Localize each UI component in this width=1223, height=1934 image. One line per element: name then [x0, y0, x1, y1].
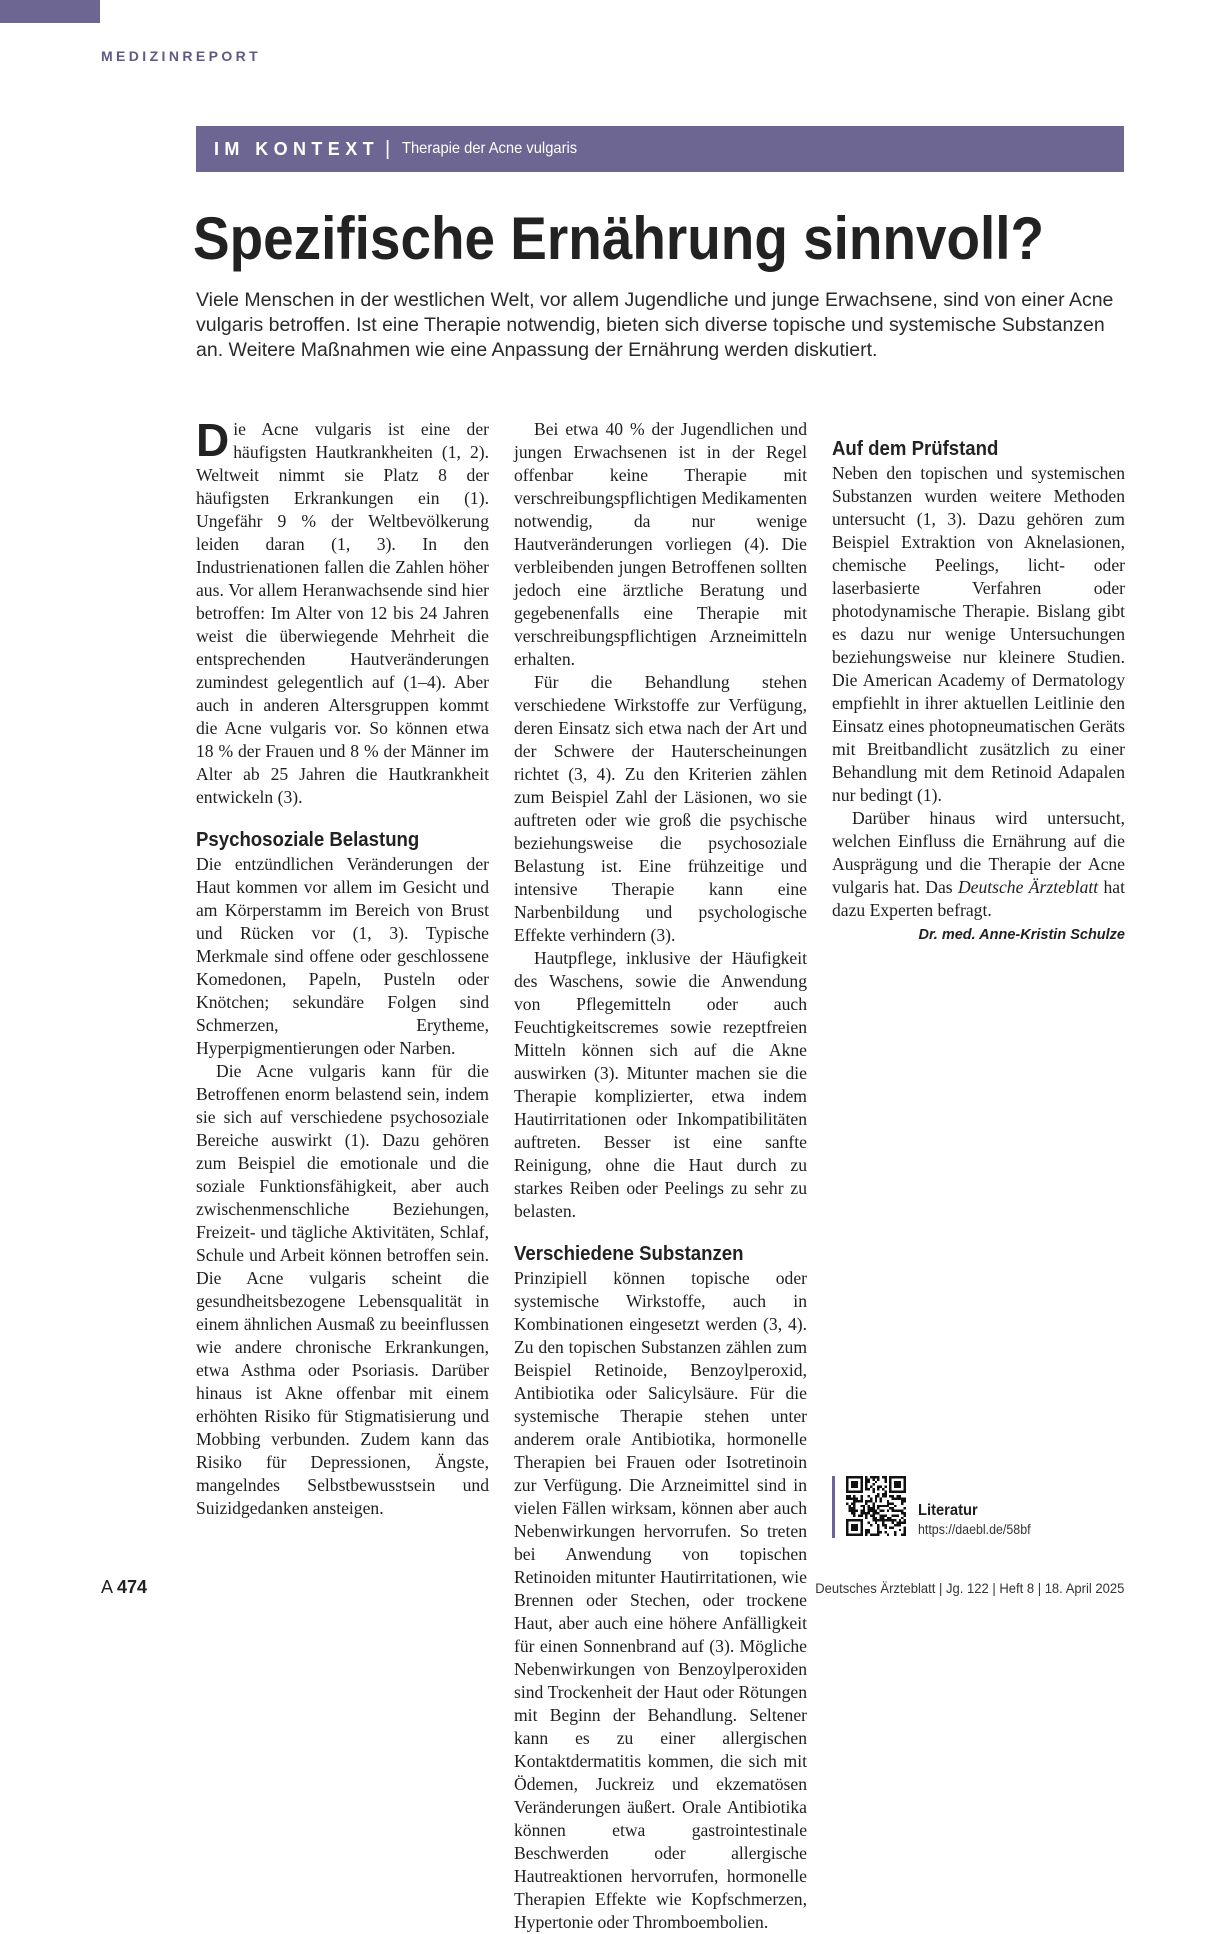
literature-box — [832, 1474, 1122, 1544]
folio-prefix: A — [101, 1577, 113, 1597]
intro-paragraph — [196, 414, 489, 809]
context-separator: | — [385, 137, 391, 160]
paragraph: Für die Behandlung stehen verschiedene Wirkstoffe zur Verfügung, deren Einsatz sich etwa nach der Art und der Schwere der Hauterscheinungen richtet (3, 4). Zu den Kriterien zählen zum Beispiel Zahl der Läsionen, wo sie auftreten oder wie groß die psychische beziehungsweise die psychosoziale Belastung ist. Eine frühzeitige und intensive Therapie kann eine Narbenbildung und psychologische Effekte verhindern (3). — [514, 672, 807, 945]
paragraph-text: hat dazu Experten befragt. — [832, 877, 1125, 920]
paragraph-text: Darüber hinaus wird untersucht, welchen Einfluss die Ernährung auf die Ausprägung und die Therapie der Acne vulgaris hat. Das — [832, 808, 1125, 897]
literature-rule — [832, 1476, 835, 1538]
paragraph: Prinzipiell können topische oder systemische Wirkstoffe, auch in Kombinationen eingesetzt werden (3, 4). Zu den topischen Substanzen zählen zum Beispiel Retinoide, Benzoylperoxid, Antibiotika oder Salicylsäure. Für die systemische Therapie stehen unter anderem orale Antibiotika, hormonelle Therapien bei Frauen oder Isotretinoin zur Verfügung. Die Arzneimittel sind in vielen Fällen wirksam, können aber auch Nebenwirkungen hervorrufen. So treten bei Anwendung von topischen Retinoiden mitunter Hautirritationen, wie Brennen oder Stechen, oder trockene Haut, aber auch eine höhere Anfälligkeit für einen Sonnenbrand auf (3). Mögliche Nebenwirkungen von Benzoylperoxiden sind Trockenheit der Haut oder Rötungen mit Beginn der Behandlung. Seltener kann es zu einer allergischen Kontaktdermatitis kommen, die sich mit Ödemen, Juckreiz und ekzematösen Veränderungen äußert. Orale Antibiotika können etwa gastrointestinale Beschwerden oder allergische Hautreaktionen hervorrufen, hormonelle Therapien Effekte wie Kopfschmerzen, Hypertonie oder Thromboembolien. — [514, 1268, 807, 1932]
context-topic: Therapie der Acne vulgaris — [402, 140, 578, 157]
page-folio — [101, 1577, 147, 1598]
drop-cap: D — [196, 414, 230, 466]
subheading: Auf dem Prüfstand — [832, 438, 999, 460]
headline: Spezifische Ernährung sinnvoll? — [193, 205, 1045, 272]
context-bar — [196, 126, 1124, 172]
article-column — [832, 418, 1125, 947]
paragraph-text: ie Acne vulgaris ist eine der häufigsten Hautkrankheiten (1, 2). Weltweit nimmt sie Platz 8 der häufigsten Erkrankungen ein (1). Ungefähr 9 % der Weltbevölkerung leiden daran (1, 3). In den Industrienationen fallen die Zahlen höher aus. Vor allem Heranwachsende sind hier betroffen: Im Alter von 12 bis 24 Jahren weist die überwiegende Mehrheit die entsprechenden Hautveränderungen zumindest gelegentlich auf (1–4). Aber auch in anderen Altersgruppen kommt die Acne vulgaris vor. So können etwa 18 % der Frauen und 8 % der Männer im Alter ab 25 Jahren die Hautkrankheit entwickeln (3). — [196, 419, 489, 807]
literature-link[interactable]: https://daebl.de/58bf — [918, 1522, 1031, 1537]
lead-paragraph: Viele Menschen in der westlichen Welt, vor allem Jugendliche und junge Erwachsene, sind von einer Acne vulgaris betroffen. Ist eine Therapie notwendig, bieten sich diverse topische und systemische Substanzen an. Weitere Maßnahmen wie eine Anpassung der Ernährung werden diskutiert. — [196, 289, 1114, 361]
corner-tab — [0, 0, 100, 23]
paragraph: Die entzündlichen Veränderungen der Haut kommen vor allem im Gesicht und am Körperstamm im Bereich von Brust und Rücken vor (1, 3). Typische Merkmale sind offene oder geschlossene Komedonen, Papeln, Pusteln oder Knötchen; sekundäre Folgen sind Schmerzen, Erytheme, Hyperpigmentierungen oder Narben. — [196, 854, 489, 1058]
literature-title: Literatur — [918, 1502, 978, 1519]
paragraph: Hautpflege, inklusive der Häufigkeit des Waschens, sowie die Anwendung von Pflegemitteln oder auch Feuchtigkeitscremes sowie rezeptfreien Mitteln können sich auf die Akne auswirken (3). Mitunter machen sie die Therapie komplizierter, etwa indem Hautirritationen oder Inkompatibilitäten auftreten. Besser ist eine sanfte Reinigung, ohne die Haut durch zu starkes Reiben oder Peelings zu sehr zu belasten. — [514, 948, 807, 1221]
section-label: MEDIZINREPORT — [101, 48, 262, 64]
qr-code-icon[interactable] — [846, 1476, 906, 1536]
page-number: 474 — [117, 1577, 148, 1597]
subheading: Psychosoziale Belastung — [196, 829, 420, 851]
closing-paragraph — [832, 807, 1125, 922]
paragraph: Bei etwa 40 % der Jugendlichen und jungen Erwachsenen ist in der Regel offenbar keine Therapie mit verschreibungspflichtigen Medikamenten notwendig, da nur wenige Hautveränderungen vorliegen (4). Die verbleibenden jungen Betroffenen sollten jedoch eine ärztliche Beratung und gegebenenfalls eine Therapie mit verschreibungspflichtigen Arzneimitteln erhalten. — [514, 419, 807, 669]
article-column — [514, 418, 807, 1934]
article-column — [196, 414, 489, 1520]
paragraph: Neben den topischen und systemischen Substanzen wurden weitere Methoden untersucht (1, 3). Dazu gehören zum Beispiel Extraktion von Aknelasionen, chemische Peelings, licht- oder laserbasierte Verfahren oder photodynamische Therapie. Bislang gibt es dazu nur wenige Untersuchungen beziehungsweise nur kleinere Studien. Die American Academy of Dermatology empfiehlt in ihrer aktuellen Leitlinie den Einsatz eines photopneumatischen Geräts mit Breitbandlicht zusätzlich zu einer Behandlung mit dem Retinoid Adapalen nur bedingt (1). — [832, 463, 1125, 805]
journal-name: Deutsche Ärzteblatt — [957, 877, 1099, 897]
paragraph: Die Acne vulgaris kann für die Betroffenen enorm belastend sein, indem sie sich auf verschiedene psychosoziale Bereiche auswirkt (1). Dazu gehören zum Beispiel die emotionale und die soziale Funktionsfähigkeit, aber auch zwischenmenschliche Beziehungen, Freizeit- und tägliche Aktivitäten, Schlaf, Schule und Arbeit können betroffen sein. Die Acne vulgaris scheint die gesundheitsbezogene Lebensqualität in einem ähnlichen Ausmaß zu beeinflussen wie andere chronische Erkrankungen, etwa Asthma oder Psoriasis. Darüber hinaus ist Akne offenbar mit einem erhöhten Risiko für Stigmatisierung und Mobbing verbunden. Zudem kann das Risiko für Depressionen, Ängste, mangelndes Selbstbewusstsein und Suizidgedanken ansteigen. — [196, 1061, 489, 1518]
author-byline: Dr. med. Anne-Kristin Schulze — [918, 927, 1125, 943]
subheading: Verschiedene Substanzen — [514, 1243, 744, 1265]
context-label: IM KONTEXT — [214, 138, 379, 159]
footer-info: Deutsches Ärzteblatt | Jg. 122 | Heft 8 | 18. April 2025 — [814, 1580, 1124, 1596]
